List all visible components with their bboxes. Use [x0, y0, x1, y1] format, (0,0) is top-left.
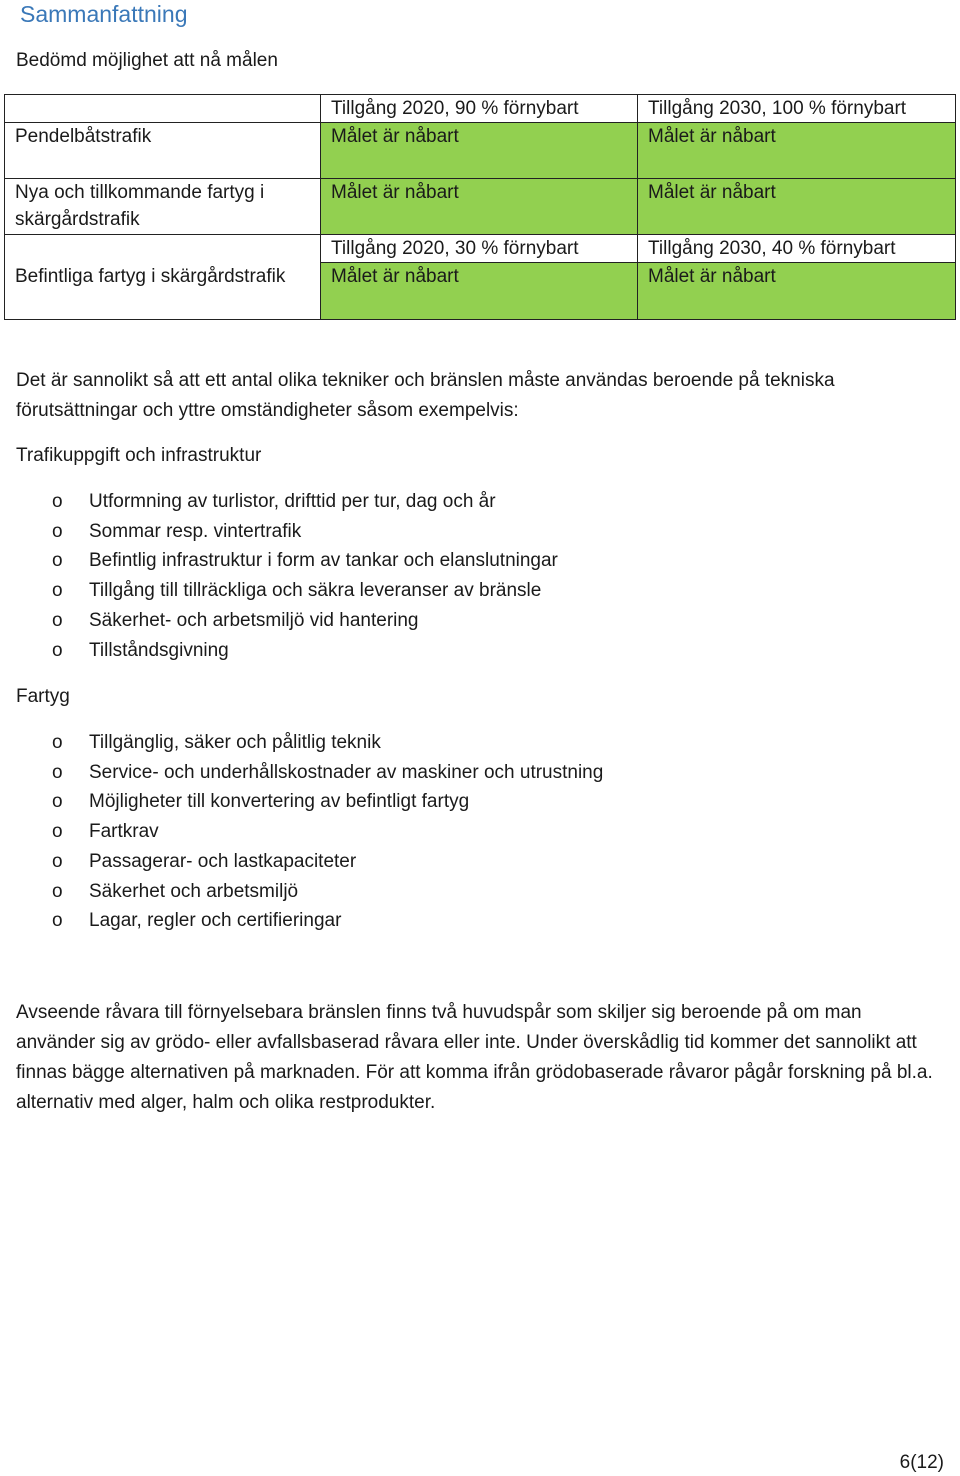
vessels-list	[52, 728, 603, 936]
list-item: o Fartkrav	[52, 817, 603, 847]
table-header-cell: Tillgång 2030, 40 % förnybart	[638, 235, 956, 263]
table-row-label: Pendelbåtstrafik	[5, 123, 321, 179]
status-cell: Målet är nåbart	[638, 263, 956, 320]
table-header-cell: Tillgång 2020, 30 % förnybart	[321, 235, 638, 263]
infrastructure-list	[52, 487, 558, 665]
section-title-infrastructure: Trafikuppgift och infrastruktur	[16, 445, 262, 466]
list-item: o Säkerhet- och arbetsmiljö vid hantering	[52, 606, 558, 636]
section-heading: Sammanfattning	[20, 1, 188, 27]
list-item: o Tillståndsgivning	[52, 636, 558, 666]
goals-table	[4, 94, 956, 320]
status-cell: Målet är nåbart	[321, 179, 638, 235]
list-item: o Möjligheter till konvertering av befintligt fartyg	[52, 787, 603, 817]
bullet-icon: o	[52, 520, 63, 542]
bullet-icon: o	[52, 791, 63, 813]
subheading: Bedömd möjlighet att nå målen	[16, 50, 278, 71]
table-row	[5, 123, 956, 179]
bullet-icon: o	[52, 821, 63, 843]
list-item: o Service- och underhållskostnader av maskiner och utrustning	[52, 758, 603, 788]
table-header-row	[5, 95, 956, 123]
bullet-icon: o	[52, 761, 63, 783]
bullet-icon: o	[52, 880, 63, 902]
bullet-icon: o	[52, 910, 63, 932]
list-item: o Lagar, regler och certifieringar	[52, 906, 603, 936]
list-item: o Sommar resp. vintertrafik	[52, 517, 558, 547]
table-row-label: Nya och tillkommande fartyg i skärgårdstrafik	[5, 179, 321, 235]
list-item: o Tillgänglig, säker och pålitlig teknik	[52, 728, 603, 758]
list-item: o Passagerar- och lastkapaciteter	[52, 847, 603, 877]
bullet-icon: o	[52, 550, 63, 572]
bullet-icon: o	[52, 732, 63, 753]
list-item: o Befintlig infrastruktur i form av tankar och elanslutningar	[52, 546, 558, 576]
table-header-row	[5, 235, 956, 263]
closing-paragraph: Avseende råvara till förnyelsebara bränslen finns två huvudspår som skiljer sig beroende på om man använder sig av grödo- eller avfallsbaserad råvara eller inte. Under överskådlig tid kommer det sannolikt att finnas bägge alternativen på marknaden. För att komma ifrån grödobaserade råvaror pågår forskning på bl.a. alternativ med alger, halm och olika restprodukter.	[16, 1002, 933, 1113]
table-row	[5, 179, 956, 235]
bullet-icon: o	[52, 580, 63, 602]
bullet-icon: o	[52, 491, 63, 512]
page-number: 6(12)	[899, 1452, 944, 1473]
bullet-icon: o	[52, 850, 63, 872]
table-cell-empty	[5, 95, 321, 123]
status-cell: Målet är nåbart	[321, 123, 638, 179]
list-item: o Tillgång till tillräckliga och säkra leveranser av bränsle	[52, 576, 558, 606]
bullet-icon: o	[52, 609, 63, 631]
status-cell: Målet är nåbart	[321, 263, 638, 320]
table-header-cell: Tillgång 2020, 90 % förnybart	[321, 95, 638, 123]
bullet-icon: o	[52, 639, 63, 661]
intro-paragraph: Det är sannolikt så att ett antal olika tekniker och bränslen måste användas beroende på tekniska förutsättningar och yttre omständigheter såsom exempelvis:	[16, 370, 835, 421]
table-row-label: Befintliga fartyg i skärgårdstrafik	[5, 235, 321, 320]
section-title-vessels: Fartyg	[16, 686, 70, 707]
list-item: o Säkerhet och arbetsmiljö	[52, 877, 603, 907]
list-item: o Utformning av turlistor, drifttid per tur, dag och år	[52, 487, 558, 517]
status-cell: Målet är nåbart	[638, 123, 956, 179]
status-cell: Målet är nåbart	[638, 179, 956, 235]
table-header-cell: Tillgång 2030, 100 % förnybart	[638, 95, 956, 123]
